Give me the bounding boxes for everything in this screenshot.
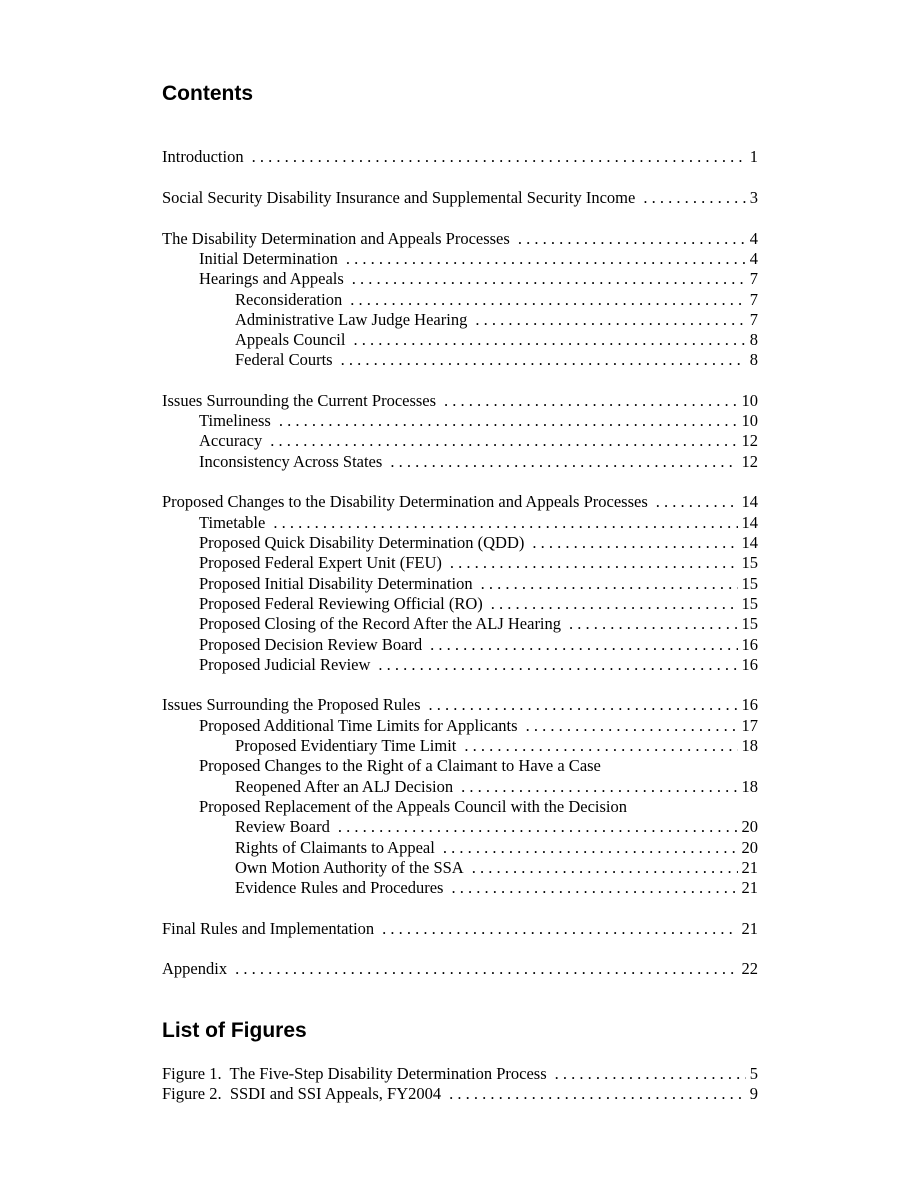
toc-page-number: 8	[749, 350, 758, 369]
toc-page-number: 21	[741, 919, 758, 938]
toc-entry-evidentiary-limit	[235, 736, 758, 756]
dot-leader	[451, 878, 737, 898]
toc-page-number: 7	[749, 310, 758, 329]
dot-leader	[449, 1084, 746, 1104]
toc-entry-timetable	[199, 513, 758, 533]
toc-entry-reconsideration	[235, 290, 758, 310]
dot-leader	[341, 350, 746, 370]
dot-leader	[350, 290, 746, 310]
figures-heading: List of Figures	[162, 1019, 307, 1042]
toc-page-number: 15	[741, 574, 758, 593]
dot-leader	[252, 147, 746, 167]
dot-leader	[491, 594, 738, 614]
dot-leader	[464, 736, 737, 756]
dot-leader	[475, 310, 745, 330]
toc-entry-judicial-review	[199, 655, 758, 675]
toc-entry-inconsistency	[199, 452, 758, 472]
toc-page-number: 16	[741, 695, 758, 714]
toc-entry-right-to-reopen-line1: Proposed Changes to the Right of a Claimant to Have a Case	[199, 756, 601, 775]
toc-title: Appendix	[162, 959, 228, 978]
toc-page-number: 8	[749, 330, 758, 349]
toc-entry-feu	[199, 553, 758, 573]
toc-title: Inconsistency Across States	[199, 452, 383, 471]
dot-leader	[461, 777, 737, 797]
dot-leader	[443, 838, 738, 858]
toc-page-number: 15	[741, 553, 758, 572]
dot-leader	[353, 330, 745, 350]
toc-title: Social Security Disability Insurance and Supplemental Security Income	[162, 188, 636, 207]
toc-entry-ro	[199, 594, 758, 614]
toc-page-number: 12	[741, 452, 758, 471]
toc-entry-introduction	[162, 147, 758, 167]
toc-title: Own Motion Authority of the SSA	[235, 858, 464, 877]
figure-page-number: 9	[749, 1084, 758, 1103]
toc-title: Proposed Judicial Review	[199, 655, 371, 674]
toc-title: Proposed Additional Time Limits for Applicants	[199, 716, 518, 735]
toc-entry-proposed-rules-issues	[162, 695, 758, 715]
toc-page-number: 18	[741, 777, 758, 796]
dot-leader	[390, 452, 737, 472]
toc-page-number: 4	[749, 249, 758, 268]
toc-entry-replacement-line1: Proposed Replacement of the Appeals Council with the Decision	[199, 797, 627, 816]
toc-page-number: 20	[741, 838, 758, 857]
toc-page-number: 21	[741, 878, 758, 897]
toc-title: Proposed Quick Disability Determination (QDD)	[199, 533, 525, 552]
toc-entry-hearings-appeals	[199, 269, 758, 289]
toc-title: Initial Determination	[199, 249, 338, 268]
toc-entry-review-board	[235, 817, 758, 837]
toc-page-number: 21	[741, 858, 758, 877]
toc-entry-timeliness	[199, 411, 758, 431]
toc-title: Evidence Rules and Procedures	[235, 878, 444, 897]
toc-title: Introduction	[162, 147, 244, 166]
figure-title: Figure 2. SSDI and SSI Appeals, FY2004	[162, 1084, 442, 1103]
toc-page-number: 3	[749, 188, 758, 207]
dot-leader	[279, 411, 738, 431]
toc-title: Review Board	[235, 817, 330, 836]
toc-title: Timeliness	[199, 411, 271, 430]
toc-page-number: 7	[749, 290, 758, 309]
dot-leader	[555, 1064, 746, 1084]
toc-page-number: 10	[741, 391, 758, 410]
toc-page-number: 7	[749, 269, 758, 288]
toc-entry-qdd	[199, 533, 758, 553]
toc-title: Accuracy	[199, 431, 263, 450]
toc-page-number: 16	[741, 655, 758, 674]
toc-title: Proposed Federal Expert Unit (FEU)	[199, 553, 442, 572]
toc-title: Appeals Council	[235, 330, 346, 349]
toc-page-number: 14	[741, 513, 758, 532]
dot-leader	[270, 431, 737, 451]
toc-title: Proposed Federal Reviewing Official (RO)	[199, 594, 483, 613]
toc-entry-federal-courts	[235, 350, 758, 370]
dot-leader	[481, 574, 738, 594]
toc-entry-time-limits	[199, 716, 758, 736]
dot-leader	[569, 614, 737, 634]
dot-leader	[430, 635, 737, 655]
toc-title: Rights of Claimants to Appeal	[235, 838, 435, 857]
toc-entry-ssdi-ssi	[162, 188, 758, 208]
toc-page-number: 22	[741, 959, 758, 978]
toc-title: Proposed Initial Disability Determination	[199, 574, 473, 593]
toc-page-number: 18	[741, 736, 758, 755]
figure-title: Figure 1. The Five-Step Disability Determination Process	[162, 1064, 547, 1083]
dot-leader	[450, 553, 738, 573]
toc-title: Proposed Closing of the Record After the ALJ Hearing	[199, 614, 562, 633]
toc-entry-initial-determination	[199, 249, 758, 269]
contents-heading: Contents	[162, 82, 253, 105]
toc-title: Proposed Evidentiary Time Limit	[235, 736, 457, 755]
toc-entry-proposed-changes	[162, 492, 758, 512]
toc-title: Reconsideration	[235, 290, 343, 309]
toc-entry-rights-to-appeal	[235, 838, 758, 858]
figure-page-number: 5	[749, 1064, 758, 1083]
toc-entry-accuracy	[199, 431, 758, 451]
toc-title: Administrative Law Judge Hearing	[235, 310, 468, 329]
toc-entry-appendix	[162, 959, 758, 979]
dot-leader	[532, 533, 737, 553]
dot-leader	[518, 229, 746, 249]
dot-leader	[429, 695, 738, 715]
toc-page-number: 15	[741, 614, 758, 633]
toc-page-number: 4	[749, 229, 758, 248]
dot-leader	[352, 269, 746, 289]
dot-leader	[273, 513, 737, 533]
toc-entry-proposed-initial	[199, 574, 758, 594]
toc-page-number: 12	[741, 431, 758, 450]
toc-page-number: 1	[749, 147, 758, 166]
dot-leader	[382, 919, 737, 939]
dot-leader	[338, 817, 738, 837]
toc-entry-right-to-reopen	[235, 777, 758, 797]
toc-entry-closing-record	[199, 614, 758, 634]
toc-title: Federal Courts	[235, 350, 333, 369]
dot-leader	[472, 858, 738, 878]
figure-entry-2	[162, 1084, 758, 1104]
dot-leader	[643, 188, 745, 208]
toc-title: Reopened After an ALJ Decision	[235, 777, 454, 796]
toc-entry-determination-appeals	[162, 229, 758, 249]
toc-entry-current-issues	[162, 391, 758, 411]
dot-leader	[346, 249, 746, 269]
toc-title: Proposed Changes to the Disability Determination and Appeals Processes	[162, 492, 648, 511]
toc-entry-evidence-rules	[235, 878, 758, 898]
dot-leader	[235, 959, 737, 979]
toc-title: Issues Surrounding the Current Processes	[162, 391, 437, 410]
dot-leader	[444, 391, 737, 411]
toc-title: Hearings and Appeals	[199, 269, 344, 288]
toc-entry-final-rules	[162, 919, 758, 939]
toc-page-number: 14	[741, 533, 758, 552]
toc-page-number: 20	[741, 817, 758, 836]
dot-leader	[656, 492, 738, 512]
toc-page-number: 14	[741, 492, 758, 511]
toc-page-number: 10	[741, 411, 758, 430]
toc-title: Proposed Decision Review Board	[199, 635, 423, 654]
toc-title: Final Rules and Implementation	[162, 919, 375, 938]
dot-leader	[526, 716, 738, 736]
toc-entry-appeals-council	[235, 330, 758, 350]
toc-entry-own-motion	[235, 858, 758, 878]
toc-title: Timetable	[199, 513, 266, 532]
toc-entry-alj-hearing	[235, 310, 758, 330]
toc-page-number: 15	[741, 594, 758, 613]
figure-entry-1	[162, 1064, 758, 1084]
toc-title: The Disability Determination and Appeals Processes	[162, 229, 510, 248]
toc-page-number: 16	[741, 635, 758, 654]
toc-page-number: 17	[741, 716, 758, 735]
toc-title: Issues Surrounding the Proposed Rules	[162, 695, 421, 714]
dot-leader	[378, 655, 737, 675]
toc-entry-decision-review-board	[199, 635, 758, 655]
